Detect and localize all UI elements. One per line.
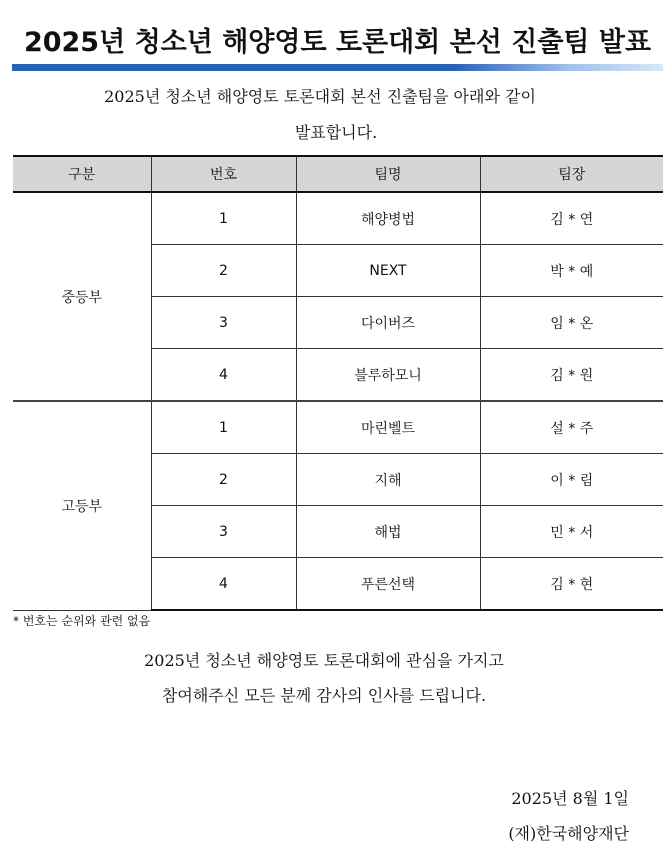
header-category: 구분: [13, 156, 151, 192]
row-leader: 김 * 현: [480, 558, 663, 611]
row-team: 블루하모니: [296, 349, 480, 402]
row-number: 1: [151, 192, 296, 245]
table-row: [13, 192, 663, 245]
row-team: 지해: [296, 454, 480, 506]
title-bar-gradient: [453, 64, 663, 71]
row-number: 1: [151, 401, 296, 454]
header-team-name: 팀명: [296, 156, 480, 192]
title-block: [12, 14, 663, 71]
row-team: NEXT: [296, 245, 480, 297]
row-leader: 임 * 온: [480, 297, 663, 349]
group-high-school: 고등부: [13, 401, 151, 610]
organization-name: (재)한국해양재단: [508, 824, 629, 843]
intro-line-1: 2025년 청소년 해양영토 토론대회 본선 진출팀을 아래와 같이: [104, 87, 536, 106]
row-team: 마린벨트: [296, 401, 480, 454]
row-leader: 설 * 주: [480, 401, 663, 454]
announcement-date: 2025년 8월 1일: [511, 789, 629, 808]
row-number: 2: [151, 454, 296, 506]
ranking-note: * 번호는 순위와 관련 없음: [13, 614, 151, 628]
row-leader: 이 * 림: [480, 454, 663, 506]
table-row: [13, 401, 663, 454]
table-header-row: [13, 156, 663, 192]
row-leader: 민 * 서: [480, 506, 663, 558]
intro-line-2: 발표합니다.: [294, 123, 378, 142]
row-team: 다이버즈: [296, 297, 480, 349]
title-underline-bar: [12, 64, 663, 71]
row-leader: 김 * 원: [480, 349, 663, 402]
closing-line-1: 2025년 청소년 해양영토 토론대회에 관심을 가지고: [144, 651, 504, 670]
header-number: 번호: [151, 156, 296, 192]
header-team-leader: 팀장: [480, 156, 663, 192]
row-team: 해양병법: [296, 192, 480, 245]
group-middle-school: 중등부: [13, 192, 151, 401]
row-number: 4: [151, 558, 296, 611]
closing-line-2: 참여해주신 모든 분께 감사의 인사를 드립니다.: [161, 686, 487, 705]
row-leader: 박 * 예: [480, 245, 663, 297]
page-title: 2025년 청소년 해양영토 토론대회 본선 진출팀 발표: [23, 26, 652, 58]
row-team: 푸른선택: [296, 558, 480, 611]
row-team: 해법: [296, 506, 480, 558]
row-number: 3: [151, 297, 296, 349]
row-number: 2: [151, 245, 296, 297]
finalist-table: [13, 155, 663, 611]
row-leader: 김 * 연: [480, 192, 663, 245]
row-number: 3: [151, 506, 296, 558]
row-number: 4: [151, 349, 296, 402]
